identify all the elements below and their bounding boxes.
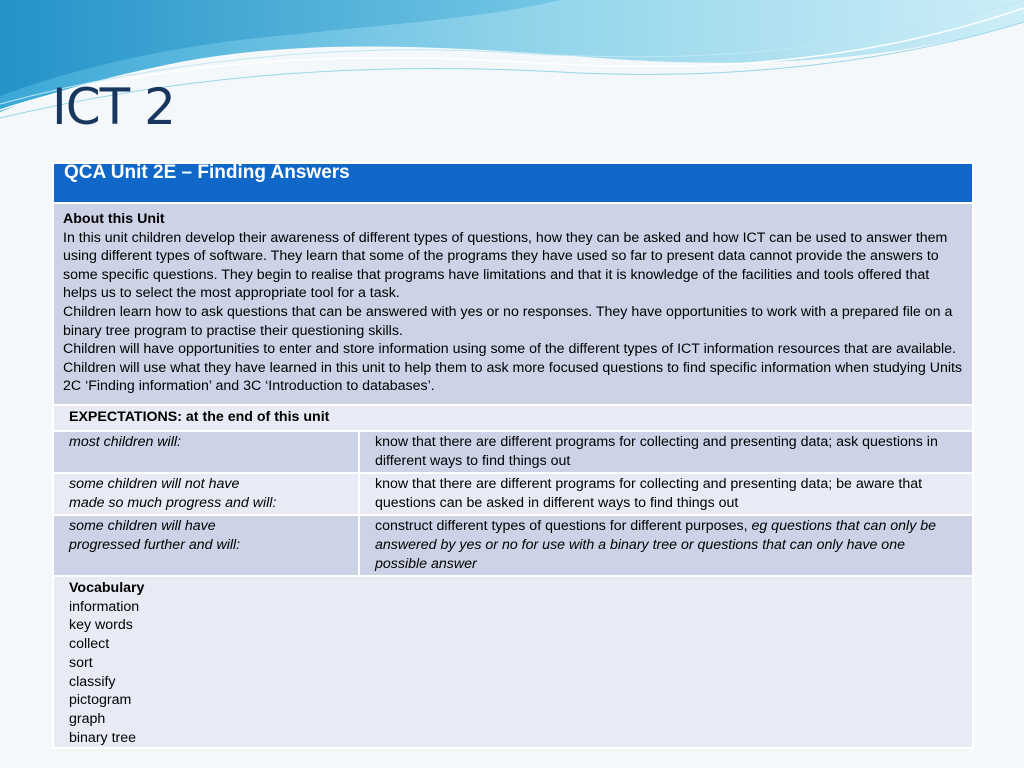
expectation-outcome: know that there are different programs for collecting and presenting data; ask questions in different ways to find things out: [359, 431, 973, 473]
expectation-outcome: [359, 515, 973, 576]
expectation-row: [53, 473, 973, 515]
expectations-heading: EXPECTATIONS: at the end of this unit: [53, 405, 973, 431]
vocabulary-item: binary tree: [69, 729, 137, 746]
vocabulary-list: [69, 598, 957, 748]
expectation-who: [53, 473, 359, 515]
vocabulary-cell: [53, 576, 973, 748]
unit-header: QCA Unit 2E – Finding Answers: [53, 163, 973, 203]
vocabulary-item: pictogram: [69, 692, 132, 709]
unit-table: [52, 162, 974, 749]
about-paragraph: Children will have opportunities to enter and store information using some of the different types of ICT information resources that are available. Children will use what they have learned in this unit to help them to ask more focused questions to find specific information when studying Units 2C ‘Finding information’ and 3C ‘Introduction to databases’.: [63, 341, 963, 395]
expectation-who: most children will:: [53, 431, 359, 473]
vocabulary-item: classify: [69, 673, 116, 690]
vocabulary-item: sort: [69, 654, 93, 671]
expectation-row: [53, 431, 973, 473]
expectation-who: [53, 515, 359, 576]
vocabulary-item: key words: [69, 617, 133, 634]
about-heading: About this Unit: [63, 211, 165, 227]
about-this-unit-cell: [53, 203, 973, 405]
expectation-outcome-text: construct different types of questions for different purposes,: [375, 518, 752, 535]
vocabulary-item: information: [69, 598, 140, 615]
slide-title: ICT 2: [52, 78, 175, 136]
vocabulary-item: graph: [69, 710, 106, 727]
expectation-who-line: some children will have: [69, 518, 216, 535]
expectation-row: [53, 515, 973, 576]
vocabulary-item: collect: [69, 636, 110, 653]
vocabulary-heading: Vocabulary: [69, 580, 145, 597]
expectation-outcome-example: eg questions that can only be answered by yes or no for use with a binary tree or questions that can only have one possible answer: [375, 518, 937, 572]
about-paragraph: Children learn how to ask questions that can be answered with yes or no responses. They have opportunities to work with a prepared file on a binary tree program to practise their questioning skills.: [63, 303, 953, 339]
about-paragraph: In this unit children develop their awareness of different types of questions, how they can be asked and how ICT can be used to answer them using different types of software. They learn that some of the programs they have used so far to present data cannot provide the answers to some specific questions. They begin to realise that programs have limitations and that it is knowledge of the facilities and tools offered that helps us to select the most appropriate tool for a task.: [63, 229, 948, 302]
expectation-outcome: know that there are different programs for collecting and presenting data; be aware that questions can be asked in different ways to find things out: [359, 473, 973, 515]
expectation-who-line: progressed further and will:: [69, 536, 241, 553]
expectation-who-line: made so much progress and will:: [69, 494, 277, 511]
expectation-who-line: some children will not have: [69, 476, 240, 493]
